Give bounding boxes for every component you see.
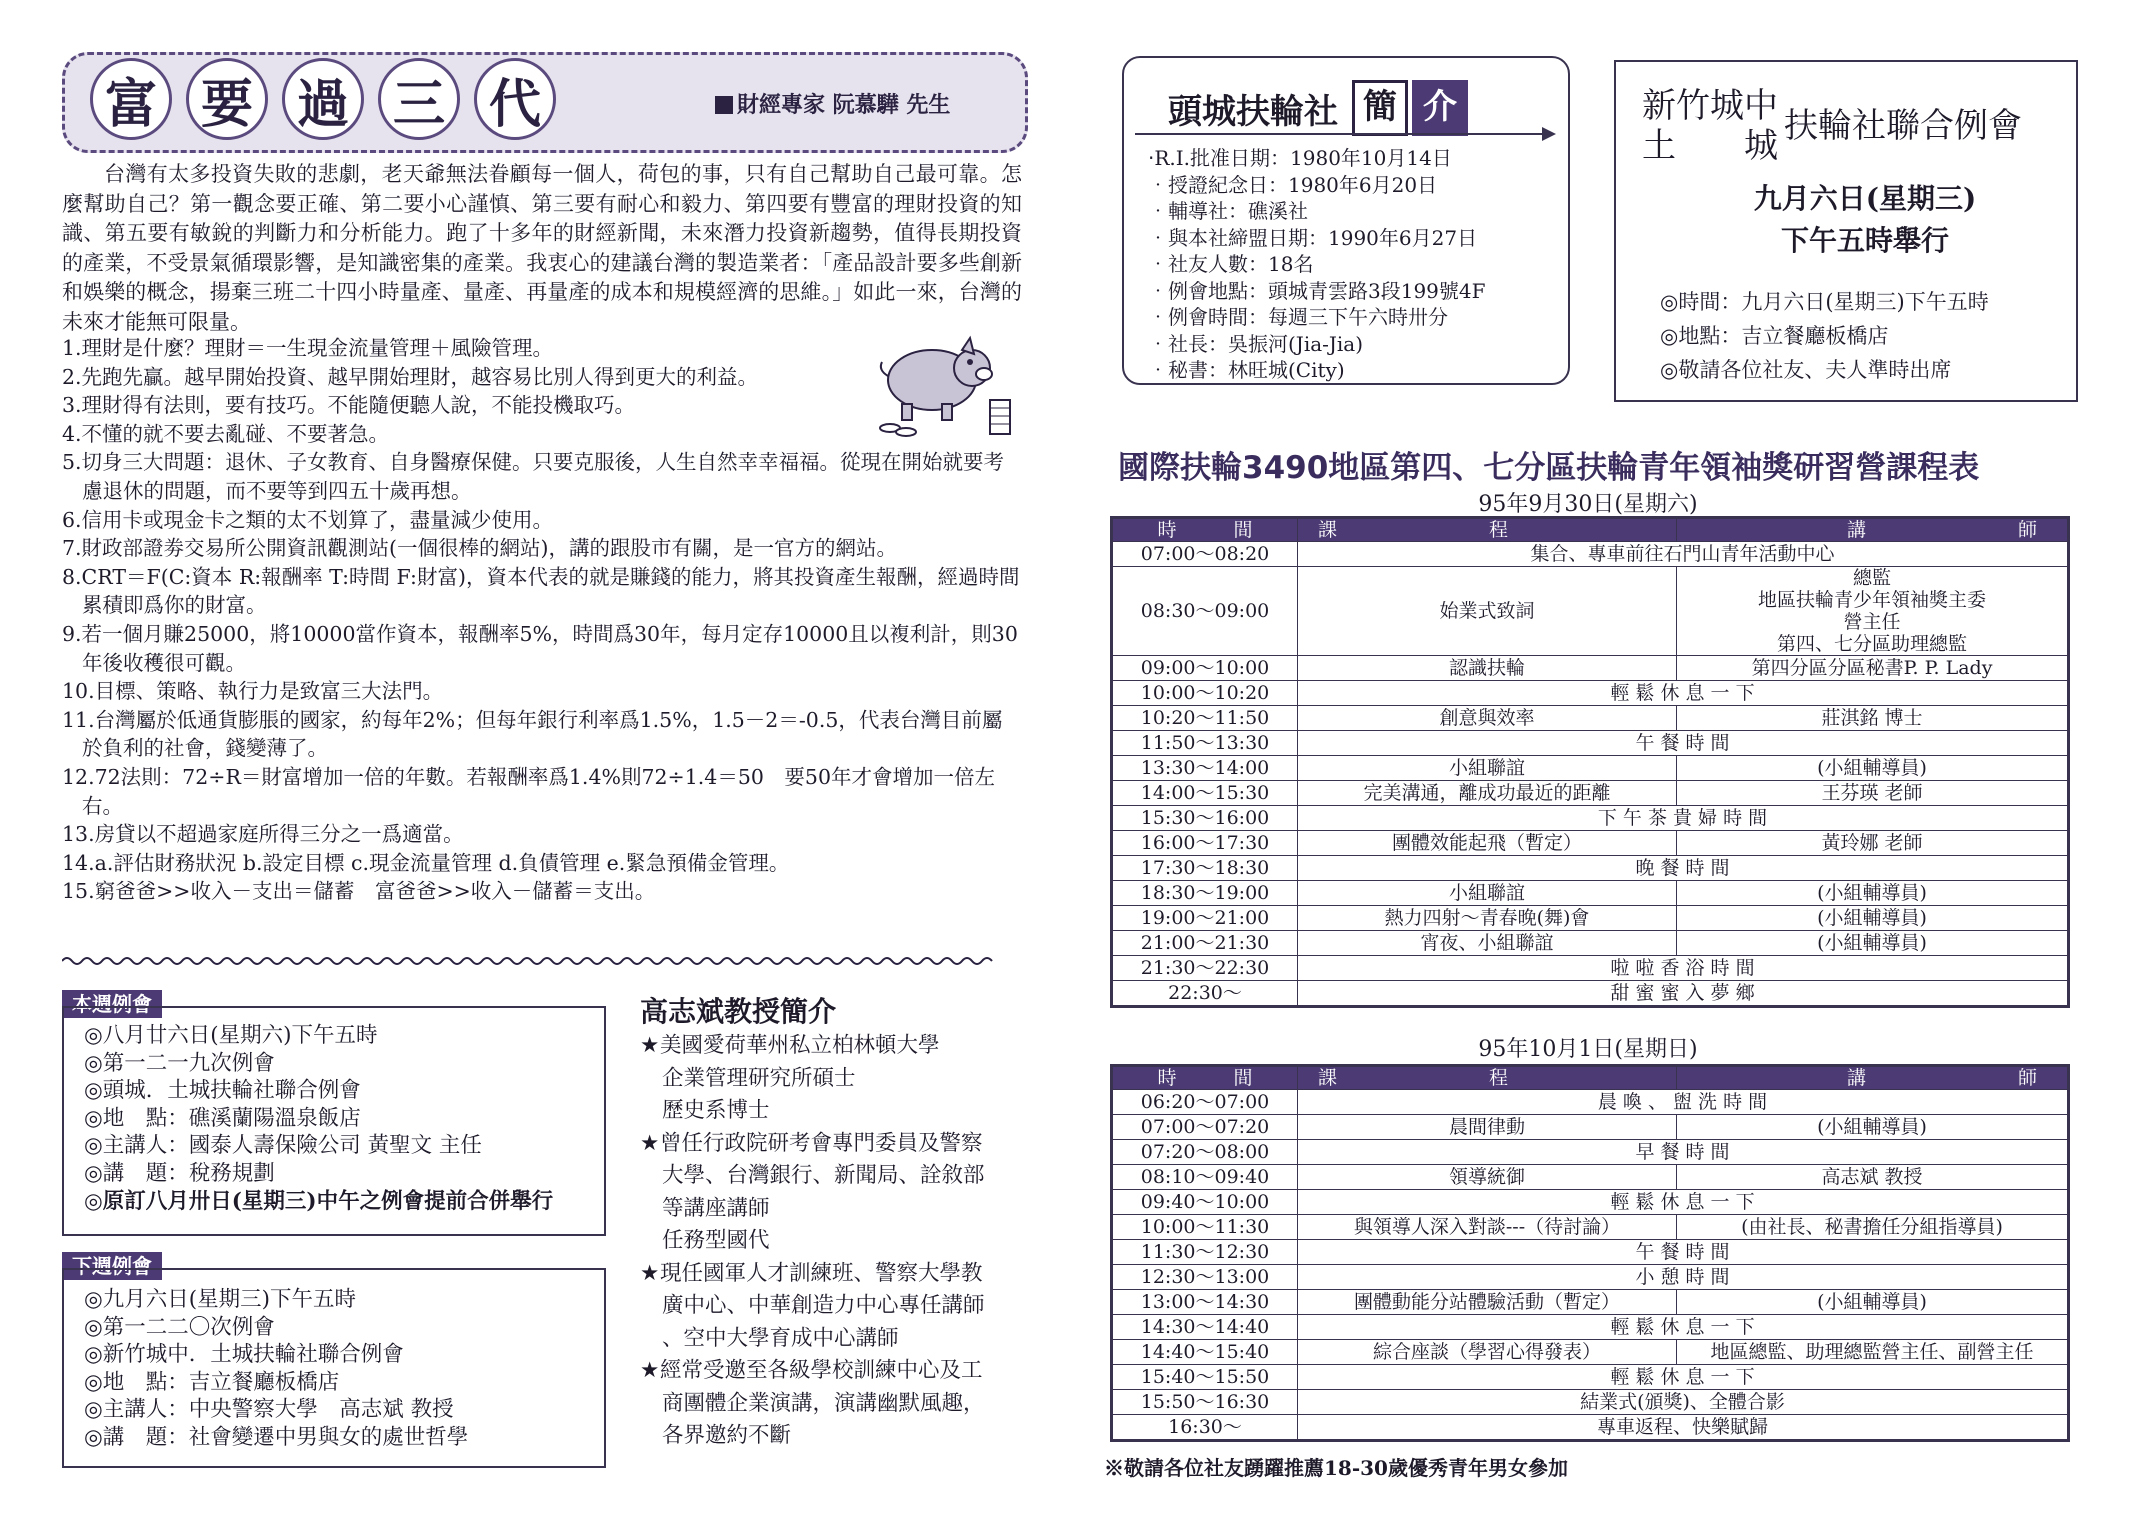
lecturer-cell: (小組輔導員)	[1677, 931, 2069, 956]
time-cell: 10:00～10:20	[1112, 681, 1298, 706]
table-row	[1112, 542, 2069, 567]
list-item: 15.窮爸爸>>收入－支出＝儲蓄 富爸爸>>收入－儲蓄＝支出。	[62, 879, 656, 904]
table-row	[1112, 831, 2069, 856]
list-item: 11.台灣屬於低通貨膨脹的國家，約每年2%；但每年銀行利率爲1.5%，1.5－2＝-0.5，代表台灣目前屬於負利的社會，錢變薄了。	[62, 707, 1003, 761]
table-row	[1112, 1090, 2069, 1115]
intro-line: ‧秘書：林旺城(City)	[1148, 358, 1345, 382]
byline-text: 財經專家 阮慕驊 先生	[737, 92, 951, 118]
course-cell: 領導統御	[1298, 1165, 1677, 1190]
meeting-line: ◎第一二一九次例會	[84, 1050, 275, 1076]
recommendation-note: ※敬請各位社友踴躍推薦18-30歲優秀青年男女參加	[1104, 1456, 1568, 1480]
title-char: 要	[186, 58, 268, 140]
meeting-line: ◎八月廿六日(星期六)下午五時	[84, 1023, 378, 1048]
intro-line: ‧例會地點：頭城青雲路3段199號4F	[1148, 278, 1486, 303]
table-row	[1112, 731, 2069, 756]
title-char: 過	[282, 58, 364, 140]
table-row	[1112, 1190, 2069, 1215]
header-course: 課 程	[1298, 1066, 1677, 1090]
intro-line: ‧與本社締盟日期：1990年6月27日	[1148, 225, 1478, 250]
table-row	[1112, 931, 2069, 956]
bio-line: 商團體企業演講，演講幽默風趣，	[662, 1390, 985, 1416]
time-cell: 13:30～14:00	[1112, 756, 1298, 781]
time-cell: 13:00～14:30	[1112, 1290, 1298, 1315]
table-row	[1112, 1365, 2069, 1390]
star-icon: ★	[640, 1033, 660, 1058]
joint-time: 下午五時舉行	[1780, 224, 1949, 257]
time-cell: 15:30～16:00	[1112, 806, 1298, 831]
activity-cell: 結業式(頒獎)、全體合影	[1298, 1390, 2069, 1415]
intro-line: ‧輔導社：礁溪社	[1148, 199, 1308, 223]
time-cell: 15:40～15:50	[1112, 1365, 1298, 1390]
list-item: 6.信用卡或現金卡之類的太不划算了，盡量減少使用。	[62, 507, 554, 532]
time-cell: 16:00～17:30	[1112, 831, 1298, 856]
table-row	[1112, 1340, 2069, 1365]
course-cell: 認識扶輪	[1298, 656, 1677, 681]
lecturer-cell: (小組輔導員)	[1677, 906, 2069, 931]
this-week-tag: 本週例會	[62, 990, 162, 1018]
schedule-title: 國際扶輪3490地區第四、七分區扶輪青年領袖獎研習營課程表	[1118, 450, 1980, 486]
square-bullet-icon	[715, 96, 733, 114]
day2-schedule-table	[1110, 1064, 2070, 1442]
bio-line: 歷史系博士	[662, 1098, 770, 1123]
day2-label: 95年10月1日(星期日)	[1478, 1037, 1698, 1062]
course-cell: 小組聯誼	[1298, 881, 1677, 906]
meeting-line: ◎講 題：社會變遷中男與女的處世哲學	[84, 1424, 469, 1450]
joint-date-block	[1700, 178, 2030, 262]
activity-cell: 早 餐 時 間	[1298, 1140, 2069, 1165]
clubs-bottom: 土 城	[1642, 126, 1778, 166]
time-cell: 14:30～14:40	[1112, 1315, 1298, 1340]
meeting-line: ◎頭城．土城扶輪社聯合例會	[84, 1078, 361, 1104]
meeting-line: ◎第一二二〇次例會	[84, 1314, 275, 1340]
meeting-line: ◎主講人：中央警察大學 高志斌 教授	[84, 1397, 454, 1423]
time-cell: 22:30～	[1112, 981, 1298, 1007]
table-row	[1112, 1315, 2069, 1340]
table-row	[1112, 706, 2069, 731]
activity-cell: 輕 鬆 休 息 一 下	[1298, 1365, 2069, 1390]
joint-date: 九月六日(星期三)	[1753, 182, 1977, 215]
list-item: 2.先跑先贏。越早開始投資、越早開始理財，越容易比別人得到更大的利益。	[62, 364, 759, 389]
club-intro-list	[1148, 145, 1486, 384]
title-chars	[90, 58, 556, 140]
activity-cell: 下 午 茶 貴 婦 時 間	[1298, 806, 2069, 831]
article-intro	[62, 160, 1022, 338]
table-row	[1112, 856, 2069, 881]
time-cell: 08:10～09:40	[1112, 1165, 1298, 1190]
lecturer-cell: 高志斌 教授	[1677, 1165, 2069, 1190]
joint-details	[1660, 285, 1989, 387]
meeting-line: ◎九月六日(星期三)下午五時	[84, 1287, 357, 1312]
lecturer-cell: 王芬瑛 老師	[1677, 781, 2069, 806]
table-row	[1112, 756, 2069, 781]
activity-cell: 晨 喚 、 盥 洗 時 間	[1298, 1090, 2069, 1115]
title-highlight: 簡	[1352, 80, 1408, 136]
course-cell: 與領導人深入對談---（待討論）	[1298, 1215, 1677, 1240]
time-cell: 16:30～	[1112, 1415, 1298, 1441]
intro-line: ‧R.I.批准日期：1980年10月14日	[1148, 146, 1452, 170]
this-week-list	[84, 1022, 553, 1215]
course-cell: 創意與效率	[1298, 706, 1677, 731]
next-week-tag: 下週例會	[62, 1252, 162, 1280]
time-cell: 07:20～08:00	[1112, 1140, 1298, 1165]
list-item: 1.理財是什麼？理財＝一生現金流量管理＋風險管理。	[62, 336, 554, 360]
table-row	[1112, 781, 2069, 806]
bio-line: ★美國愛荷華州私立柏林頓大學	[640, 1030, 1020, 1063]
activity-cell: 晚 餐 時 間	[1298, 856, 2069, 881]
header-lecturer: 講 師	[1677, 518, 2069, 542]
intro-paragraph: 台灣有太多投資失敗的悲劇，老天爺無法眷顧每一個人，荷包的事，只有自己幫助自己最可靠。怎麼幫助自己？第一觀念要正確、第二要小心謹慎、第三要有耐心和毅力、第四要有豐富的理財投資的知識、第五要有敏銳的判斷力和分析能力。跑了十多年的財經新聞，未來潛力投資新趨勢，值得長期投資的產業，不受景氣循環影響，是知識密集的產業。我衷心的建議台灣的製造業者：「產品設計要多些創新和娛樂的概念，揚棄三班二十四小時量產、量產、再量產的成本和規模經濟的思維。」如此一來，台灣的未來才能無可限量。	[62, 162, 1022, 334]
table-header-row	[1112, 1066, 2069, 1090]
meeting-line: ◎地 點：吉立餐廳板橋店	[84, 1369, 340, 1395]
time-cell: 21:30～22:30	[1112, 956, 1298, 981]
time-cell: 10:20～11:50	[1112, 706, 1298, 731]
bio-line: ★經常受邀至各級學校訓練中心及工	[640, 1355, 1020, 1388]
table-row	[1112, 1140, 2069, 1165]
time-cell: 06:20～07:00	[1112, 1090, 1298, 1115]
time-cell: 10:00～11:30	[1112, 1215, 1298, 1240]
table-row	[1112, 681, 2069, 706]
professor-title: 高志斌教授簡介	[640, 995, 837, 1028]
lecturer-cell: 黃玲娜 老師	[1677, 831, 2069, 856]
lecturer-cell: 第四分區分區秘書P. P. Lady	[1677, 656, 2069, 681]
course-cell: 完美溝通，離成功最近的距離	[1298, 781, 1677, 806]
course-cell: 始業式致詞	[1298, 567, 1677, 656]
bio-line: ★曾任行政院研考會專門委員及警察	[640, 1128, 1020, 1161]
time-cell: 21:00～21:30	[1112, 931, 1298, 956]
time-cell: 07:00～08:20	[1112, 542, 1298, 567]
club-intro-title: 頭城扶輪社 簡 介	[1168, 80, 1468, 136]
activity-cell: 午 餐 時 間	[1298, 731, 2069, 756]
course-cell: 團體動能分站體驗活動（暫定）	[1298, 1290, 1677, 1315]
list-item: 8.CRT＝F(C:資本 R:報酬率 T:時間 F:財富)，資本代表的就是賺錢的能力，將其投資產生報酬，經過時間累積即爲你的財富。	[62, 564, 1020, 618]
wavy-divider	[62, 955, 1022, 967]
lecturer-cell: (小組輔導員)	[1677, 881, 2069, 906]
table-row	[1112, 1215, 2069, 1240]
star-icon: ★	[640, 1260, 660, 1286]
meeting-line: ◎原訂八月卅日(星期三)中午之例會提前合併舉行	[84, 1188, 554, 1214]
joint-line: ◎地點：吉立餐廳板橋店	[1660, 324, 1889, 348]
meeting-line: ◎講 題：稅務規劃	[84, 1160, 275, 1186]
title-char: 富	[90, 58, 172, 140]
lecturer-cell: (小組輔導員)	[1677, 756, 2069, 781]
title-highlight: 介	[1412, 80, 1468, 136]
intro-line: ‧社長：吳振河(Jia-Jia)	[1148, 331, 1364, 356]
list-item: 10.目標、策略、執行力是致富三大法門。	[62, 679, 444, 704]
list-item: 12.72法則：72÷R＝財富增加一倍的年數。若報酬率爲1.4%則72÷1.4＝50 要50年才會增加一倍左右。	[62, 764, 995, 818]
lecturer-cell: 地區總監、助理總監營主任、副營主任	[1677, 1340, 2069, 1365]
meeting-line: ◎主講人：國泰人壽保險公司 黃聖文 主任	[84, 1133, 482, 1159]
joint-line: ◎時間：九月六日(星期三)下午五時	[1660, 290, 1989, 314]
course-cell: 宵夜、小組聯誼	[1298, 931, 1677, 956]
title-char: 代	[474, 58, 556, 140]
time-cell: 11:30～12:30	[1112, 1240, 1298, 1265]
time-cell: 14:00～15:30	[1112, 781, 1298, 806]
table-row	[1112, 1115, 2069, 1140]
star-icon: ★	[640, 1358, 660, 1383]
joint-name: 扶輪社聯合例會	[1784, 106, 2022, 146]
activity-cell: 甜 蜜 蜜 入 夢 鄉	[1298, 981, 2069, 1007]
time-cell: 07:00～07:20	[1112, 1115, 1298, 1140]
time-cell: 19:00～21:00	[1112, 906, 1298, 931]
table-row	[1112, 806, 2069, 831]
bio-line: 各界邀約不斷	[662, 1423, 792, 1448]
professor-bio	[640, 1030, 1020, 1453]
table-row	[1112, 1265, 2069, 1290]
course-cell: 團體效能起飛（暫定）	[1298, 831, 1677, 856]
bio-line: 等講座講師	[662, 1195, 770, 1221]
table-row	[1112, 1240, 2069, 1265]
bio-line: 廣中心、中華創造力中心專任講師	[662, 1293, 985, 1318]
byline	[715, 88, 950, 119]
table-row	[1112, 881, 2069, 906]
table-row	[1112, 981, 2069, 1007]
day1-label: 95年9月30日(星期六)	[1478, 492, 1698, 517]
meeting-line: ◎地 點：礁溪蘭陽溫泉飯店	[84, 1105, 361, 1131]
arrow-line	[1135, 133, 1550, 135]
joint-meeting-heading	[1642, 86, 2022, 166]
table-row	[1112, 1415, 2069, 1441]
table-row	[1112, 1165, 2069, 1190]
star-icon: ★	[640, 1130, 660, 1156]
list-item: 13.房貸以不超過家庭所得三分之一爲適當。	[62, 822, 464, 847]
list-item: 9.若一個月賺25000，將10000當作資本，報酬率5%，時間爲30年，每月定存10000且以複利計，則30年後收穫很可觀。	[62, 621, 1018, 675]
course-cell: 小組聯誼	[1298, 756, 1677, 781]
header-lecturer: 講 師	[1677, 1066, 2069, 1090]
activity-cell: 專車返程、快樂賦歸	[1298, 1415, 2069, 1441]
bio-line: ★現任國軍人才訓練班、警察大學教	[640, 1258, 1020, 1291]
course-cell: 綜合座談（學習心得發表）	[1298, 1340, 1677, 1365]
piggy-bank-icon	[870, 328, 1020, 440]
header-time: 時 間	[1112, 518, 1298, 542]
activity-cell: 輕 鬆 休 息 一 下	[1298, 1315, 2069, 1340]
lecturer-cell: (小組輔導員)	[1677, 1115, 2069, 1140]
intro-line: ‧社友人數：18名	[1148, 252, 1314, 276]
arrow-right-icon	[1542, 127, 1556, 141]
lecturer-cell: 總監 地區扶輪青少年領袖獎主委 營主任 第四、七分區助理總監	[1677, 567, 2069, 656]
meeting-line: ◎新竹城中．土城扶輪社聯合例會	[84, 1342, 404, 1368]
time-cell: 08:30～09:00	[1112, 567, 1298, 656]
activity-cell: 午 餐 時 間	[1298, 1240, 2069, 1265]
activity-cell: 集合、專車前往石門山青年活動中心	[1298, 542, 2069, 567]
activity-cell: 輕 鬆 休 息 一 下	[1298, 1190, 2069, 1215]
bio-line: 、空中大學育成中心講師	[662, 1325, 899, 1351]
table-row	[1112, 1290, 2069, 1315]
list-item: 4.不懂的就不要去亂碰、不要著急。	[62, 421, 390, 446]
bio-line: 大學、台灣銀行、新聞局、詮敘部	[662, 1163, 985, 1188]
next-week-list	[84, 1286, 468, 1452]
time-cell: 14:40～15:40	[1112, 1340, 1298, 1365]
table-row	[1112, 567, 2069, 656]
lecturer-cell: (小組輔導員)	[1677, 1290, 2069, 1315]
joint-line: ◎敬請各位社友、夫人準時出席	[1660, 358, 1952, 382]
list-item: 3.理財得有法則，要有技巧。不能隨便聽人說，不能投機取巧。	[62, 393, 636, 418]
list-item: 7.財政部證劵交易所公開資訊觀測站(一個很棒的網站)，講的跟股市有關，是一官方的網站。	[62, 536, 898, 561]
time-cell: 09:00～10:00	[1112, 656, 1298, 681]
table-row	[1112, 656, 2069, 681]
title-char: 三	[378, 58, 460, 140]
activity-cell: 輕 鬆 休 息 一 下	[1298, 681, 2069, 706]
lecturer-cell: (由社長、秘書擔任分組指導員)	[1677, 1215, 2069, 1240]
time-cell: 09:40～10:00	[1112, 1190, 1298, 1215]
list-item: 5.切身三大問題：退休、子女教育、自身醫療保健。只要克服後，人生自然幸幸福福。從現在開始就要考慮退休的問題，而不要等到四五十歲再想。	[62, 450, 1005, 503]
time-cell: 15:50～16:30	[1112, 1390, 1298, 1415]
table-row	[1112, 956, 2069, 981]
clubs-top: 新竹城中	[1642, 86, 1778, 126]
activity-cell: 小 憩 時 間	[1298, 1265, 2069, 1290]
table-row	[1112, 1390, 2069, 1415]
lecturer-cell: 莊淇銘 博士	[1677, 706, 2069, 731]
header-time: 時 間	[1112, 1066, 1298, 1090]
course-cell: 熱力四射～青春晚(舞)會	[1298, 906, 1677, 931]
time-cell: 11:50～13:30	[1112, 731, 1298, 756]
time-cell: 17:30～18:30	[1112, 856, 1298, 881]
intro-line: ‧授證紀念日：1980年6月20日	[1148, 172, 1438, 197]
table-header-row	[1112, 518, 2069, 542]
list-item: 14.a.評估財務狀況 b.設定目標 c.現金流量管理 d.負債管理 e.緊急預備金管理。	[62, 850, 790, 875]
bio-line: 企業管理研究所碩士	[662, 1065, 856, 1091]
header-course: 課 程	[1298, 518, 1677, 542]
table-row	[1112, 906, 2069, 931]
time-cell: 18:30～19:00	[1112, 881, 1298, 906]
activity-cell: 啦 啦 香 浴 時 間	[1298, 956, 2069, 981]
time-cell: 12:30～13:00	[1112, 1265, 1298, 1290]
course-cell: 晨間律動	[1298, 1115, 1677, 1140]
day1-schedule-table	[1110, 516, 2070, 1008]
intro-line: ‧例會時間：每週三下午六時卅分	[1148, 305, 1448, 329]
bio-line: 任務型國代	[662, 1228, 770, 1253]
